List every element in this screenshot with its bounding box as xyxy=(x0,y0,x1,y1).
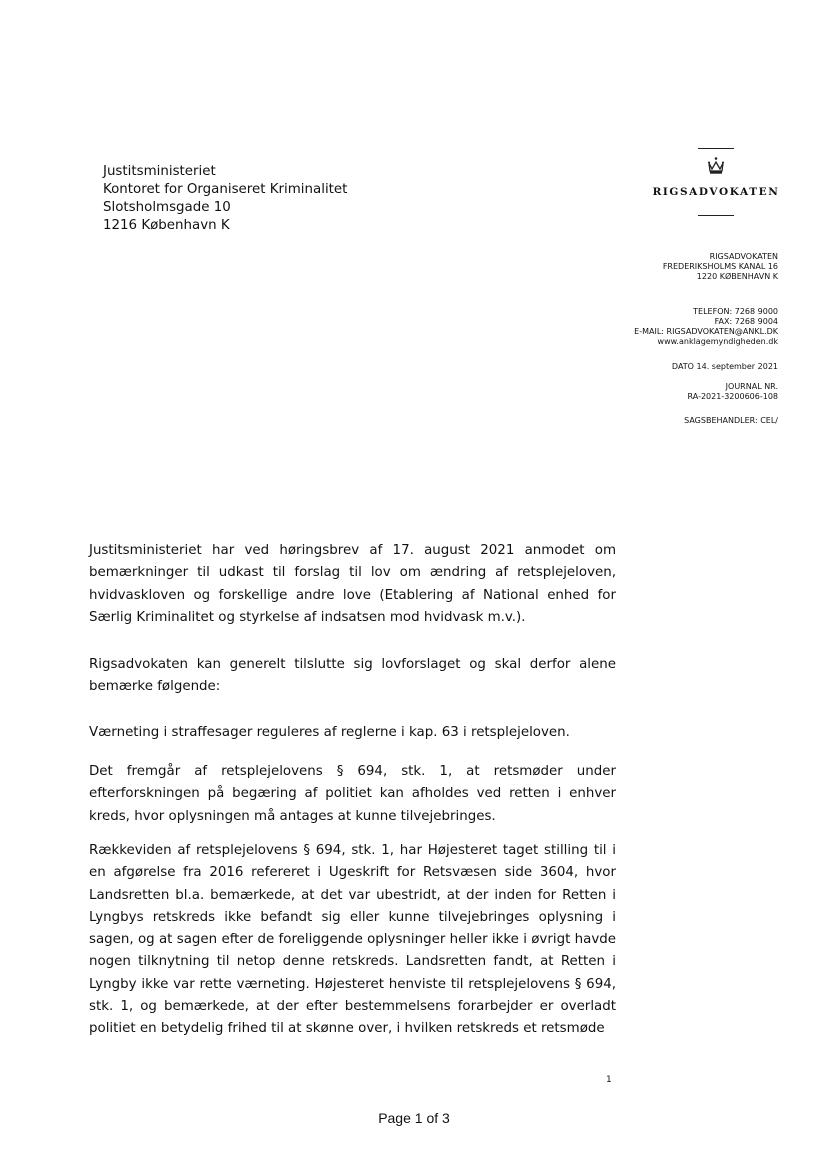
crown-icon xyxy=(706,156,726,176)
sender-address-line: FREDERIKSHOLMS KANAL 16 xyxy=(662,262,778,271)
recipient-address xyxy=(103,163,347,235)
journal-block xyxy=(688,382,778,402)
journal-number: RA-2021-3200606-108 xyxy=(687,392,778,401)
sender-address xyxy=(663,252,778,282)
page-footer: Page 1 of 3 xyxy=(378,1110,450,1126)
body-paragraph-3: Værneting i straffesager reguleres af reglerne i kap. 63 i retsplejeloven. xyxy=(89,725,570,740)
sender-address-line: RIGSADVOKATEN xyxy=(709,252,778,261)
body-paragraph-5: Rækkeviden af retsplejelovens § 694, stk. 1, har Højesteret taget stilling til i en afgørelse fra 2016 refereret i Ugeskrift for Retsvæsen side 3604, hvor Landsretten bl.a. bemærkede, at det var ubestridt, at der inden for Retten i Lyngbys retskreds ikke befandt sig eller kunne tilvejebringes oplysning i sagen, og at sagen efter de foreliggende oplysninger heller ikke i øvrigt havde nogen tilknytning til netop denne retskreds. Landsretten fandt, at Retten i Lyngby ikke var rette værneting. Højesteret henviste til retsplejelovens § 694, stk. 1, og bemærkede, at der efter bestemmelsens forarbejder er overladt politiet en betydelig frihed til at skønne over, i hvilken retskreds et retsmøde xyxy=(89,843,616,1037)
rigsadvokaten-logo xyxy=(650,148,782,220)
contact-phone: TELEFON: 7268 9000 xyxy=(693,307,778,316)
logo-rule-bottom xyxy=(698,215,734,216)
letter-date: DATO 14. september 2021 xyxy=(671,362,778,371)
recipient-line: Kontoret for Organiseret Kriminalitet xyxy=(103,182,348,197)
sender-contact xyxy=(634,307,778,347)
body-paragraph-2: Rigsadvokaten kan generelt tilslutte sig lovforslaget og skal derfor alene bemærke følgende: xyxy=(89,657,616,695)
contact-fax: FAX: 7268 9004 xyxy=(714,317,778,326)
recipient-line: Justitsministeriet xyxy=(103,164,216,179)
contact-website: www.anklagemyndigheden.dk xyxy=(657,337,778,346)
body-paragraph-1: Justitsministeriet har ved høringsbrev af 17. august 2021 anmodet om bemærkninger til udkast til forslag til lov om ændring af retsplejeloven, hvidvaskloven og forskellige andre love (Etablering af National enhed for Særlig Kriminalitet og styrkelse af indsatsen mod hvidvask m.v.). xyxy=(89,543,616,625)
contact-email: E-MAIL: RIGSADVOKATEN@ANKL.DK xyxy=(634,327,778,336)
page-number: 1 xyxy=(606,1075,612,1085)
logo-rule-top xyxy=(698,148,734,149)
case-handler: SAGSBEHANDLER: CEL/ xyxy=(684,416,778,425)
body-paragraph-4: Det fremgår af retsplejelovens § 694, stk. 1, at retsmøder under efterforskningen på begæring af politiet kan afholdes ved retten i enhver kreds, hvor oplysningen må antages at kunne tilvejebringes. xyxy=(89,764,616,824)
logo-wordmark: RIGSADVOKATEN xyxy=(652,186,780,198)
sender-address-line: 1220 KØBENHAVN K xyxy=(696,272,778,281)
recipient-line: 1216 København K xyxy=(103,218,230,233)
recipient-line: Slotsholmsgade 10 xyxy=(103,200,231,215)
journal-label: JOURNAL NR. xyxy=(725,382,778,391)
